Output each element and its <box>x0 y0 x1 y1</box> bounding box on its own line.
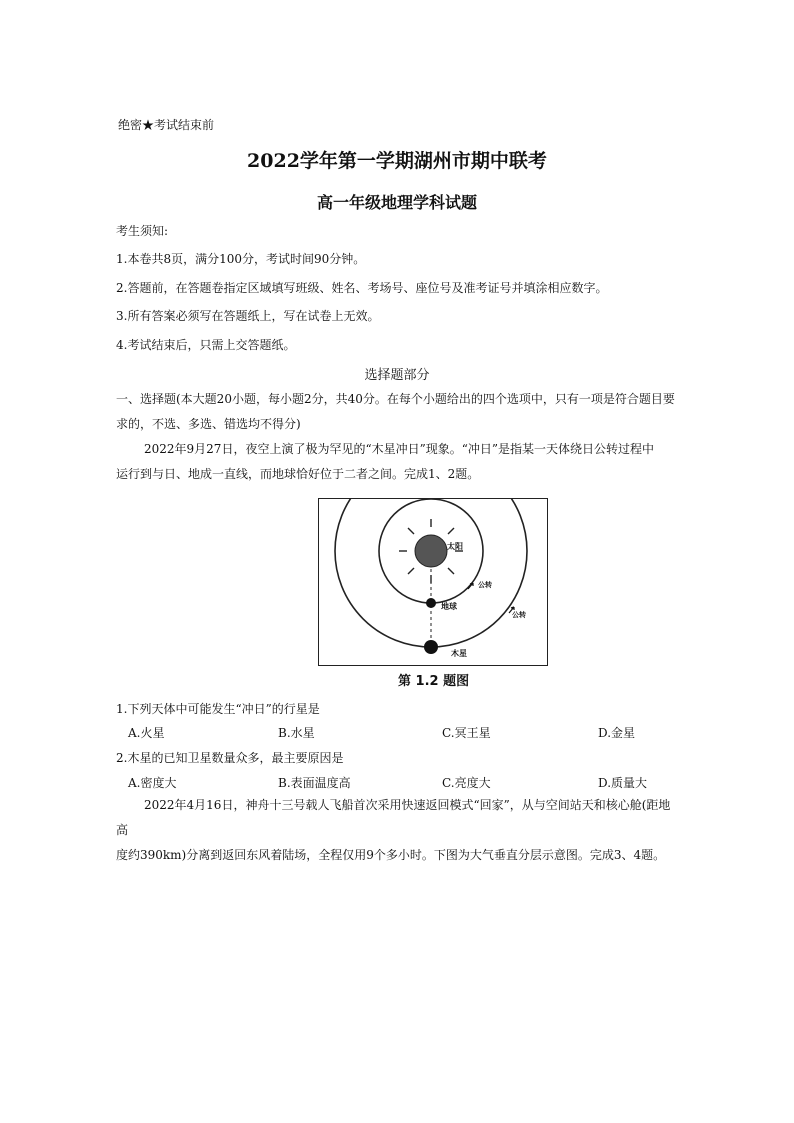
notice-heading: 考生须知: <box>116 224 169 238</box>
earth-label: 地球 <box>441 602 457 611</box>
question-stem: 1.下列天体中可能发生“冲日”的行星是 <box>116 702 320 716</box>
option-a: A.密度大 <box>128 776 177 790</box>
exam-title: 2022学年第一学期湖州市期中联考 <box>247 150 547 172</box>
passage-shenzhou <box>116 793 676 868</box>
passage-line: 运行到与日、地成一直线，而地球恰好位于二者之间。完成1、2题。 <box>116 467 480 481</box>
earth-icon <box>426 598 436 608</box>
section-title: 选择题部分 <box>364 368 430 383</box>
passage-jupiter-opposition <box>116 437 676 487</box>
option-b: B.表面温度高 <box>278 776 351 790</box>
sun-label: 太阳 <box>447 542 463 551</box>
jupiter-label: 木星 <box>451 649 467 658</box>
revolution-label-inner: 公转 <box>478 581 492 589</box>
orbit-diagram-svg <box>319 499 548 666</box>
option-a: A.火星 <box>128 726 165 740</box>
question-stem: 2.木星的已知卫星数量众多，最主要原因是 <box>116 751 344 765</box>
section-instructions <box>116 387 676 437</box>
notice-item: 3.所有答案必须写在答题纸上，写在试卷上无效。 <box>116 309 380 323</box>
exam-subtitle: 高一年级地理学科试题 <box>316 193 477 212</box>
passage-line: 2022年9月27日，夜空上演了极为罕见的“木星冲日”现象。“冲日”是指某一天体绕日公转过程中 <box>144 442 654 456</box>
option-d: D.金星 <box>598 726 636 740</box>
notice-item: 1.本卷共8页，满分100分，考试时间90分钟。 <box>116 252 366 266</box>
sun-icon <box>415 535 447 567</box>
revolution-label-outer: 公转 <box>512 611 526 619</box>
instructions-line: 一、选择题(本大题20小题，每小题2分，共40分。在每个小题给出的四个选项中，只有一项是符合题目要 <box>116 392 675 406</box>
option-d: D.质量大 <box>598 776 648 790</box>
notice-item: 4.考试结束后，只需上交答题纸。 <box>116 338 296 352</box>
passage-line: 度约390km)分离到返回东风着陆场，全程仅用9个多小时。下图为大气垂直分层示意图。完成3、4题。 <box>116 848 666 862</box>
notice-item: 2.答题前，在答题卷指定区域填写班级、姓名、考场号、座位号及准考证号并填涂相应数字。 <box>116 281 608 295</box>
orbit-diagram <box>318 498 548 666</box>
option-c: C.亮度大 <box>442 776 491 790</box>
jupiter-icon <box>424 640 438 654</box>
passage-line: 2022年4月16日，神舟十三号载人飞船首次采用快速返回模式“回家”，从与空间站天和核心舱(距地高 <box>116 798 671 837</box>
figure-caption: 第 1.2 题图 <box>398 674 470 689</box>
confidential-mark: 绝密★考试结束前 <box>118 118 215 132</box>
instructions-line: 求的，不选、多选、错选均不得分) <box>116 417 301 431</box>
option-b: B.水星 <box>278 726 315 740</box>
option-c: C.冥王星 <box>442 726 491 740</box>
